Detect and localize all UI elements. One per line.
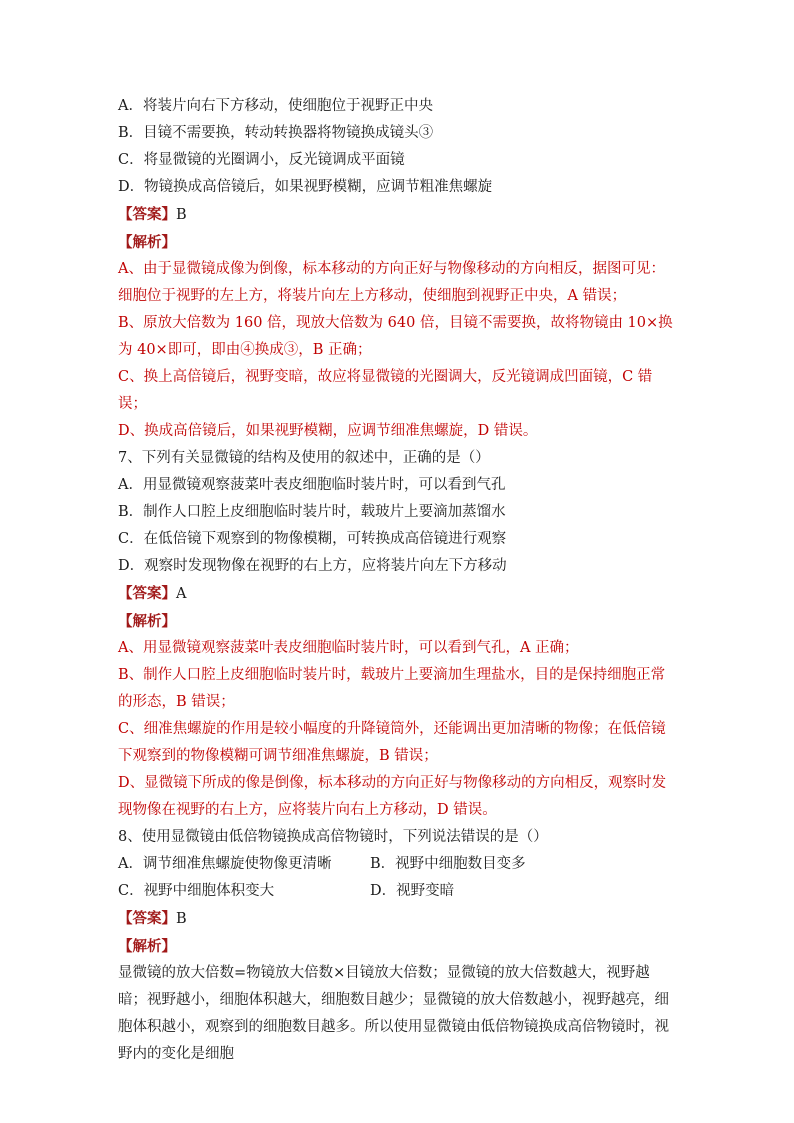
q6-explain-label: 【解析】 (118, 234, 176, 251)
q8-option-c: C．视野中细胞体积变大 (118, 883, 275, 899)
q7-explain-d: D、显微镜下所成的像是倒像，标本移动的方向正好与物像移动的方向相反，观察时发现物像在视野的右上方，应将装片向右上方移动，D 错误。 (118, 775, 667, 818)
q6-option-b: B．目镜不需要换，转动转换器将物镜换成镜头③ (118, 125, 434, 141)
q6-option-d: D．物镜换成高倍镜后，如果视野模糊，应调节粗准焦螺旋 (118, 179, 493, 195)
q7-option-c: C．在低倍镜下观察到的物像模糊，可转换成高倍镜进行观察 (118, 531, 507, 547)
q7-answer (118, 580, 678, 608)
q8-stem: 8、使用显微镜由低倍物镜换成高倍物镜时，下列说法错误的是（） (118, 829, 548, 845)
q6-option-a: A．将装片向右下方移动，使细胞位于视野正中央 (118, 98, 433, 114)
q8-option-a: A．调节细准焦螺旋使物像更清晰 (118, 856, 332, 872)
q7-option-a: A．用显微镜观察菠菜叶表皮细胞临时装片时，可以看到气孔 (118, 477, 506, 493)
q8-option-b: B．视野中细胞数目变多 (370, 856, 526, 872)
q8-options-row-1 (118, 851, 678, 878)
q7-option-b: B．制作人口腔上皮细胞临时装片时，载玻片上要滴加蒸馏水 (118, 504, 506, 520)
q7-stem: 7、下列有关显微镜的结构及使用的叙述中，正确的是（） (118, 450, 490, 466)
q6-answer-value: B (176, 207, 187, 223)
q7-explain-c: C、细准焦螺旋的作用是较小幅度的升降镜筒外，还能调出更加清晰的物像；在低倍镜下观察到的物像模糊可调节细准焦螺旋，B 错误； (118, 721, 666, 764)
q7-option-d: D．观察时发现物像在视野的右上方，应将装片向左下方移动 (118, 558, 507, 574)
q8-explain-label: 【解析】 (118, 938, 176, 955)
q7-answer-label: 【答案】 (118, 585, 176, 602)
q8-answer-value: B (176, 911, 187, 927)
q7-explain-a: A、用显微镜观察菠菜叶表皮细胞临时装片时，可以看到气孔，A 正确； (118, 640, 579, 656)
q6-explain-a: A、由于显微镜成像为倒像，标本移动的方向正好与物像移动的方向相反，据图可见：细胞位于视野的左上方，将装片向左上方移动，使细胞到视野正中央，A 错误； (118, 261, 665, 304)
q6-answer-label: 【答案】 (118, 206, 176, 223)
q7-explain-b: B、制作人口腔上皮细胞临时装片时，载玻片上要滴加生理盐水，目的是保持细胞正常的形态，B 错误； (118, 667, 666, 710)
q6-option-c: C．将显微镜的光圈调小，反光镜调成平面镜 (118, 152, 405, 168)
q6-explain-c: C、换上高倍镜后，视野变暗，故应将显微镜的光圈调大，反光镜调成凹面镜，C 错误； (118, 369, 653, 412)
page-content (118, 93, 678, 1068)
q8-options-row-2 (118, 878, 678, 905)
q7-explain-label: 【解析】 (118, 613, 176, 630)
q8-option-d: D．视野变暗 (370, 883, 455, 899)
q8-answer (118, 905, 678, 933)
q8-explain-text: 显微镜的放大倍数=物镜放大倍数×目镜放大倍数；显微镜的放大倍数越大，视野越暗；视野越小，细胞体积越大，细胞数目越少；显微镜的放大倍数越小，视野越亮，细胞体积越小，观察到的细胞数目越多。所以使用显微镜由低倍物镜换成高倍物镜时，视野内的变化是细胞 (118, 965, 669, 1062)
q7-answer-value: A (176, 586, 187, 602)
q8-answer-label: 【答案】 (118, 910, 176, 927)
q6-explain-b: B、原放大倍数为 160 倍，现放大倍数为 640 倍，目镜不需要换，故将物镜由 10×换为 40×即可，即由④换成③，B 正确； (118, 315, 673, 358)
q6-explain-d: D、换成高倍镜后，如果视野模糊，应调节细准焦螺旋，D 错误。 (118, 423, 538, 439)
q6-answer (118, 201, 678, 229)
